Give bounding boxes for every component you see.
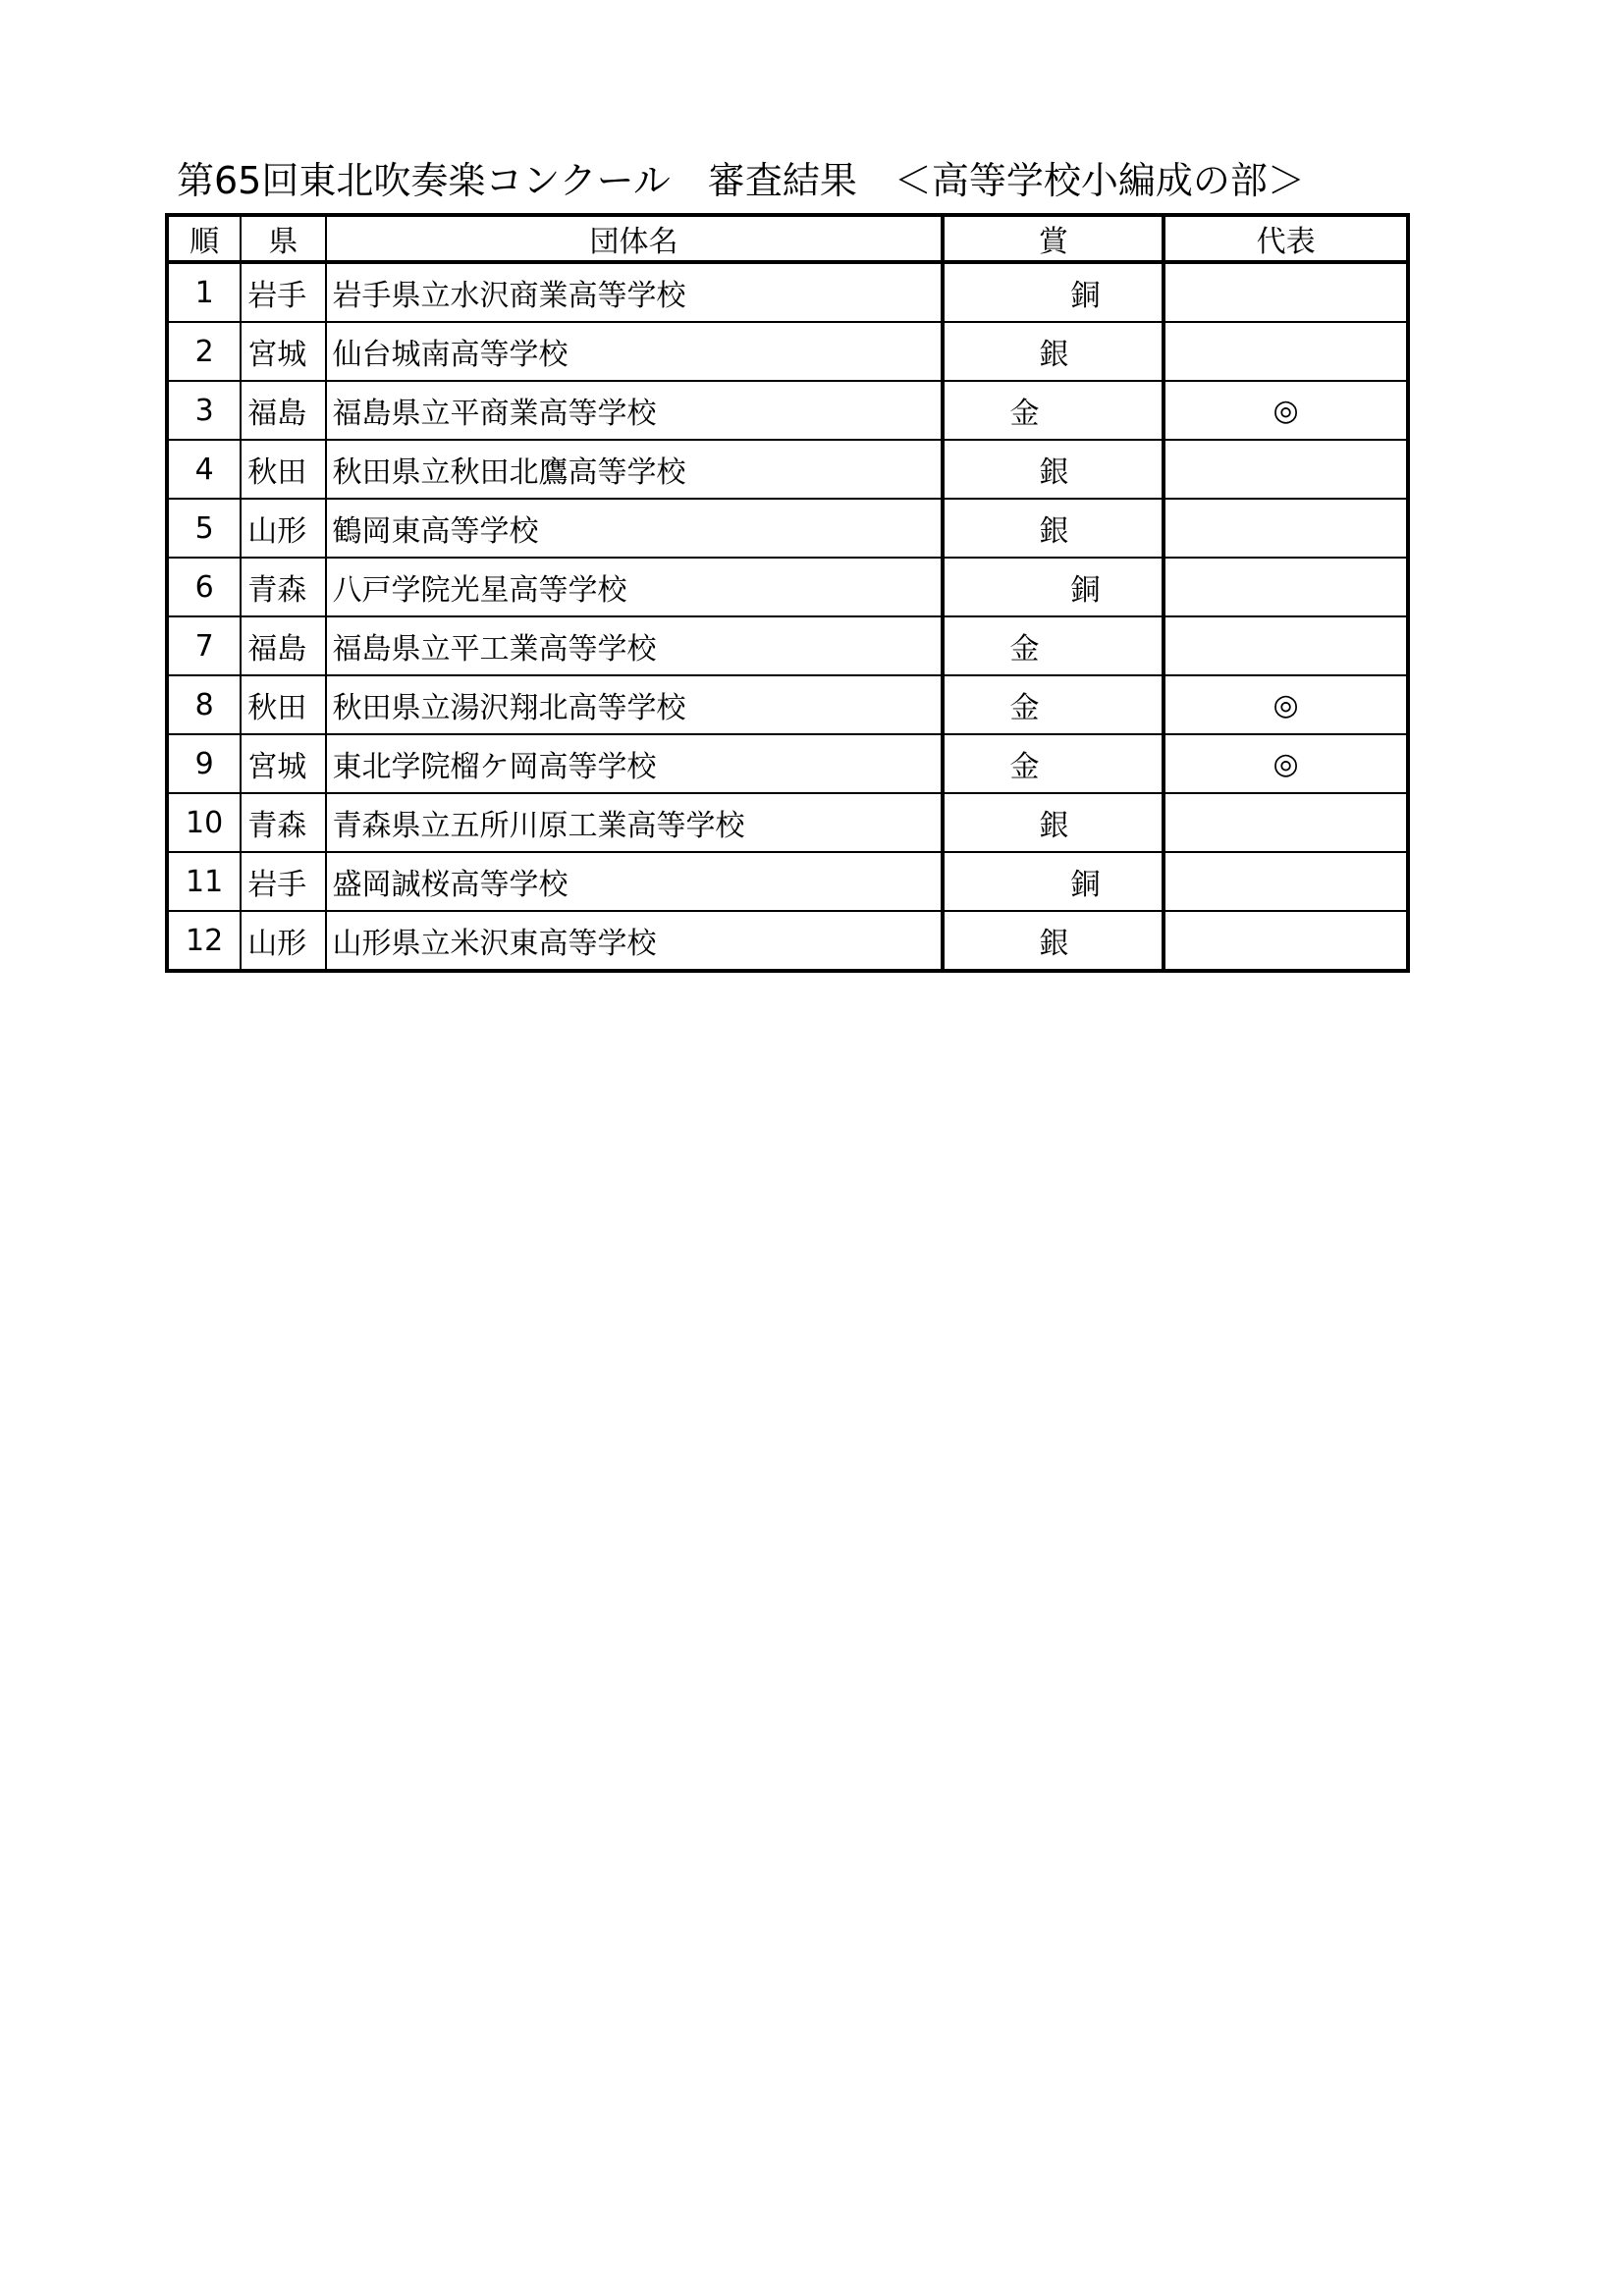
cell-representative [1164, 852, 1408, 911]
table-row [167, 911, 1408, 971]
cell-prefecture: 宮城 [241, 322, 325, 381]
cell-representative: ◎ [1164, 734, 1408, 793]
results-table [165, 213, 1410, 973]
cell-prefecture: 秋田 [241, 440, 325, 499]
award-label: 銀 [1039, 455, 1069, 490]
table-row [167, 793, 1408, 852]
cell-award [943, 558, 1164, 616]
cell-representative: ◎ [1164, 381, 1408, 440]
cell-group-name: 鶴岡東高等学校 [326, 499, 944, 558]
cell-rank: 11 [167, 852, 241, 911]
cell-group-name: 盛岡誠桜高等学校 [326, 852, 944, 911]
table-row [167, 440, 1408, 499]
award-label: 金 [1009, 691, 1040, 725]
cell-representative [1164, 322, 1408, 381]
cell-prefecture: 青森 [241, 558, 325, 616]
award-label: 銀 [1039, 514, 1069, 549]
cell-rank: 12 [167, 911, 241, 971]
cell-prefecture: 福島 [241, 381, 325, 440]
header-rank: 順 [167, 215, 241, 262]
header-award: 賞 [943, 215, 1164, 262]
award-label: 銅 [1070, 573, 1101, 608]
award-label: 銀 [1039, 809, 1069, 843]
cell-award [943, 322, 1164, 381]
table-row [167, 322, 1408, 381]
table-row [167, 558, 1408, 616]
cell-representative [1164, 499, 1408, 558]
cell-rank: 6 [167, 558, 241, 616]
table-row [167, 262, 1408, 322]
cell-award [943, 852, 1164, 911]
award-label: 銅 [1070, 868, 1101, 902]
cell-prefecture: 岩手 [241, 852, 325, 911]
header-prefecture: 県 [241, 215, 325, 262]
cell-representative [1164, 262, 1408, 322]
cell-award [943, 793, 1164, 852]
cell-group-name: 山形県立米沢東高等学校 [326, 911, 944, 971]
cell-award [943, 911, 1164, 971]
cell-group-name: 八戸学院光星高等学校 [326, 558, 944, 616]
header-group: 団体名 [326, 215, 944, 262]
cell-representative [1164, 911, 1408, 971]
award-label: 銀 [1039, 927, 1069, 961]
cell-prefecture: 宮城 [241, 734, 325, 793]
cell-representative [1164, 440, 1408, 499]
cell-prefecture: 福島 [241, 616, 325, 675]
cell-group-name: 青森県立五所川原工業高等学校 [326, 793, 944, 852]
table-row [167, 499, 1408, 558]
table-row [167, 852, 1408, 911]
cell-representative [1164, 558, 1408, 616]
cell-prefecture: 岩手 [241, 262, 325, 322]
cell-award [943, 440, 1164, 499]
cell-group-name: 秋田県立湯沢翔北高等学校 [326, 675, 944, 734]
cell-prefecture: 山形 [241, 911, 325, 971]
cell-prefecture: 山形 [241, 499, 325, 558]
table-row [167, 675, 1408, 734]
cell-rank: 4 [167, 440, 241, 499]
cell-award [943, 616, 1164, 675]
cell-representative [1164, 793, 1408, 852]
cell-group-name: 福島県立平工業高等学校 [326, 616, 944, 675]
cell-award [943, 675, 1164, 734]
cell-rank: 3 [167, 381, 241, 440]
table-row [167, 734, 1408, 793]
header-representative: 代表 [1164, 215, 1408, 262]
cell-award [943, 262, 1164, 322]
cell-group-name: 東北学院榴ケ岡高等学校 [326, 734, 944, 793]
cell-group-name: 仙台城南高等学校 [326, 322, 944, 381]
award-label: 金 [1009, 632, 1040, 667]
page-title: 第65回東北吹奏楽コンクール 審査結果 ＜高等学校小編成の部＞ [177, 159, 1305, 202]
results-body [167, 262, 1408, 971]
table-header-row [167, 215, 1408, 262]
award-label: 金 [1009, 750, 1040, 784]
cell-representative [1164, 616, 1408, 675]
cell-rank: 10 [167, 793, 241, 852]
table-row [167, 616, 1408, 675]
cell-award [943, 734, 1164, 793]
cell-prefecture: 青森 [241, 793, 325, 852]
cell-group-name: 秋田県立秋田北鷹高等学校 [326, 440, 944, 499]
award-label: 銅 [1070, 279, 1101, 313]
cell-representative: ◎ [1164, 675, 1408, 734]
cell-rank: 7 [167, 616, 241, 675]
cell-rank: 9 [167, 734, 241, 793]
cell-prefecture: 秋田 [241, 675, 325, 734]
cell-rank: 2 [167, 322, 241, 381]
cell-rank: 1 [167, 262, 241, 322]
award-label: 金 [1009, 397, 1040, 431]
cell-award [943, 381, 1164, 440]
cell-group-name: 岩手県立水沢商業高等学校 [326, 262, 944, 322]
award-label: 銀 [1039, 338, 1069, 372]
cell-group-name: 福島県立平商業高等学校 [326, 381, 944, 440]
table-row [167, 381, 1408, 440]
cell-award [943, 499, 1164, 558]
cell-rank: 5 [167, 499, 241, 558]
cell-rank: 8 [167, 675, 241, 734]
